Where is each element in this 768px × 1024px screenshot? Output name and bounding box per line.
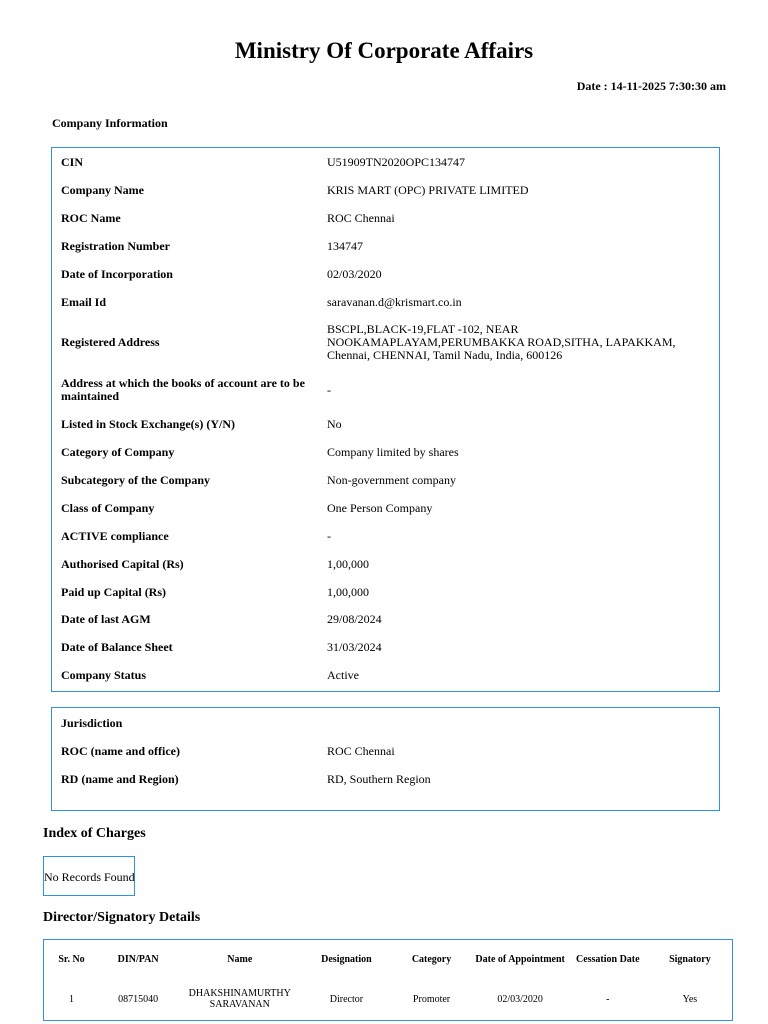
charges-heading: Index of Charges bbox=[43, 826, 146, 841]
col-category: Category bbox=[411, 953, 452, 965]
info-label: ROC Name bbox=[61, 211, 121, 225]
info-label: Subcategory of the Company bbox=[61, 473, 210, 487]
info-label: Address at which the books of account are to be maintained bbox=[61, 376, 305, 403]
no-records-text: No Records Found bbox=[44, 870, 135, 884]
info-value: 29/08/2024 bbox=[327, 612, 382, 626]
info-value: Company limited by shares bbox=[327, 445, 459, 459]
cell-designation: Director bbox=[329, 993, 364, 1005]
info-value: No bbox=[327, 417, 342, 431]
info-label: RD (name and Region) bbox=[61, 772, 179, 786]
info-label: Email Id bbox=[61, 295, 107, 309]
info-label: Listed in Stock Exchange(s) (Y/N) bbox=[61, 417, 236, 431]
info-value: BSCPL,BLACK-19,FLAT -102, NEAR NOOKAMAPLAYAM,PERUMBAKKA ROAD,SITHA, LAPAKKAM, Chennai, CHENNAI, Tamil Nadu, India, 600126 bbox=[327, 322, 676, 362]
cell-category: Promoter bbox=[412, 993, 451, 1005]
info-label: Date of last AGM bbox=[61, 612, 151, 626]
info-label: Date of Incorporation bbox=[61, 267, 173, 281]
info-value: Active bbox=[327, 668, 359, 682]
info-value: 02/03/2020 bbox=[327, 267, 382, 281]
info-label: Category of Company bbox=[61, 445, 175, 459]
table-row bbox=[44, 974, 732, 1016]
report-date: Date : 14-11-2025 7:30:30 am bbox=[576, 79, 726, 93]
col-sr-no: Sr. No bbox=[58, 953, 85, 965]
info-value: KRIS MART (OPC) PRIVATE LIMITED bbox=[327, 183, 529, 197]
info-value: U51909TN2020OPC134747 bbox=[327, 155, 466, 169]
info-value: RD, Southern Region bbox=[327, 772, 431, 786]
directors-table-box bbox=[43, 939, 733, 1021]
info-value: ROC Chennai bbox=[327, 211, 395, 225]
info-value: One Person Company bbox=[327, 501, 433, 515]
cell-din-pan: 08715040 bbox=[118, 993, 159, 1005]
info-label: Date of Balance Sheet bbox=[61, 640, 173, 654]
company-info-heading: Company Information bbox=[52, 116, 168, 130]
col-name: Name bbox=[227, 953, 253, 965]
info-label: Paid up Capital (Rs) bbox=[61, 585, 167, 599]
col-signatory: Signatory bbox=[669, 953, 711, 965]
cell-sr-no: 1 bbox=[69, 993, 75, 1005]
page-title: Ministry Of Corporate Affairs bbox=[234, 38, 534, 63]
cell-name: DHAKSHINAMURTHY SARAVANAN bbox=[188, 988, 291, 1010]
cell-cessation-date: - bbox=[606, 993, 610, 1005]
info-label: Company Name bbox=[61, 183, 144, 197]
info-value: 1,00,000 bbox=[327, 557, 369, 571]
info-value: saravanan.d@krismart.co.in bbox=[327, 295, 462, 309]
info-label: Registration Number bbox=[61, 239, 170, 253]
jurisdiction-box bbox=[51, 707, 720, 811]
jurisdiction-heading: Jurisdiction bbox=[61, 716, 123, 730]
table-header-row bbox=[44, 944, 732, 974]
info-value: 134747 bbox=[327, 239, 363, 253]
no-records-box bbox=[43, 856, 135, 896]
info-label: Registered Address bbox=[61, 335, 160, 349]
info-label: ROC (name and office) bbox=[61, 744, 180, 758]
info-label: Class of Company bbox=[61, 501, 155, 515]
cell-date-of-appointment: 02/03/2020 bbox=[497, 993, 543, 1005]
info-value: ROC Chennai bbox=[327, 744, 395, 758]
info-label: Company Status bbox=[61, 668, 147, 682]
col-date-of-appointment: Date of Appointment bbox=[475, 953, 565, 965]
info-value: 1,00,000 bbox=[327, 585, 369, 599]
info-value: - bbox=[327, 383, 331, 397]
directors-table bbox=[44, 944, 732, 1016]
info-label: Authorised Capital (Rs) bbox=[61, 557, 184, 571]
col-din-pan: DIN/PAN bbox=[117, 953, 159, 965]
col-designation: Designation bbox=[321, 953, 372, 965]
cell-signatory: Yes bbox=[682, 993, 698, 1005]
company-info-box bbox=[51, 147, 720, 692]
info-value: Non-government company bbox=[327, 473, 456, 487]
col-cessation-date: Cessation Date bbox=[575, 953, 640, 965]
info-label: ACTIVE compliance bbox=[61, 529, 169, 543]
info-value: 31/03/2024 bbox=[327, 640, 382, 654]
info-value: - bbox=[327, 529, 331, 543]
info-label: CIN bbox=[61, 155, 84, 169]
directors-heading: Director/Signatory Details bbox=[43, 910, 201, 925]
